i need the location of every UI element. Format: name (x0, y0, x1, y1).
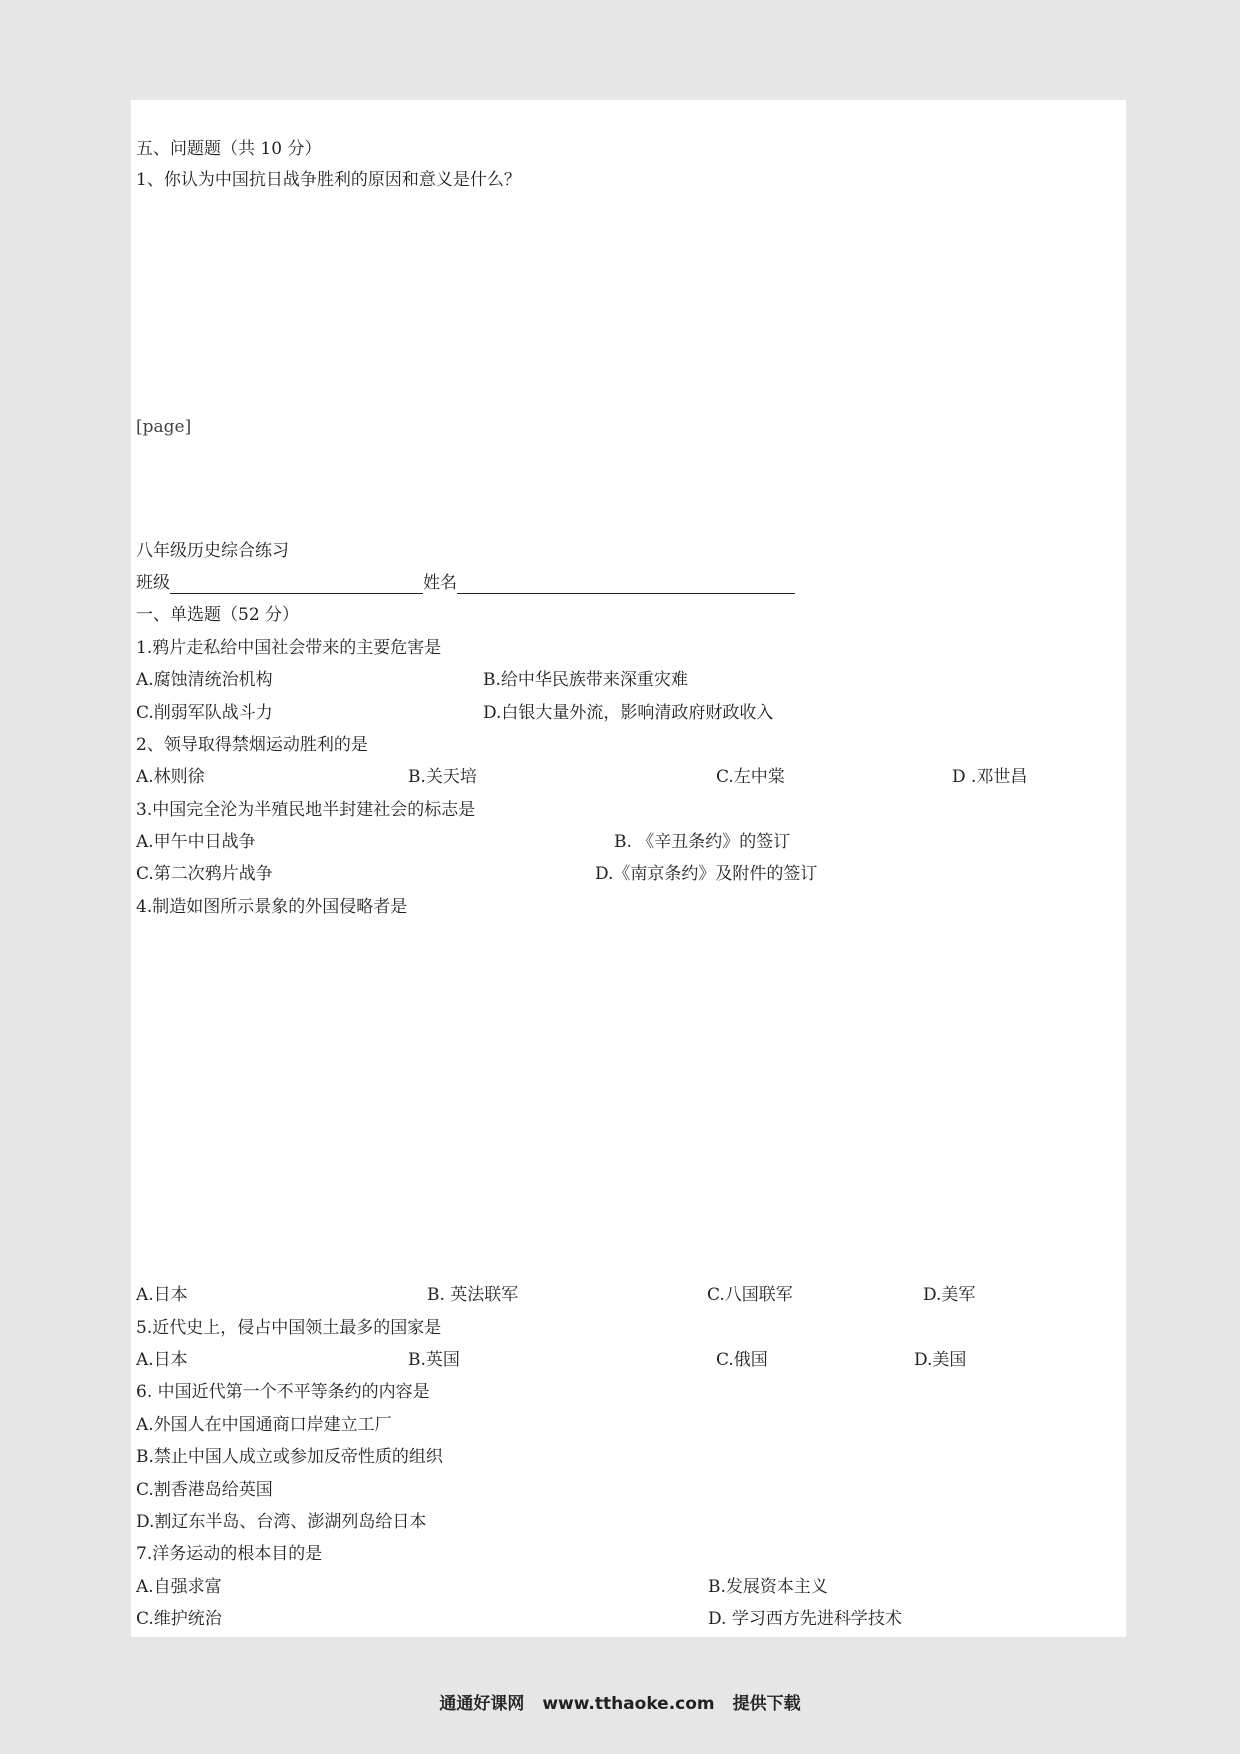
option: D. 学习西方先进科学技术 (708, 1609, 902, 1629)
option: D.白银大量外流，影响清政府财政收入 (483, 703, 774, 723)
question-text: 1、你认为中国抗日战争胜利的原因和意义是什么？ (136, 170, 521, 190)
option: A.日本 (136, 1350, 188, 1370)
footer-site-name: 通通好课网 (439, 1694, 525, 1714)
option: C.俄国 (716, 1350, 768, 1370)
option: C.八国联军 (707, 1285, 793, 1305)
document-title: 八年级历史综合练习 (136, 541, 289, 561)
class-label: 班级 (136, 573, 170, 593)
option: A.腐蚀清统治机构 (136, 670, 273, 690)
section-heading: 一、单选题（52 分） (136, 605, 300, 625)
footer-suffix: 提供下载 (732, 1694, 801, 1714)
document-page (131, 100, 1126, 1637)
option: A.林则徐 (136, 767, 205, 787)
section-heading: 五、问题题（共 10 分） (136, 139, 322, 159)
option: D.美国 (914, 1350, 967, 1370)
option: C.左中棠 (716, 767, 785, 787)
option: A.自强求富 (136, 1577, 222, 1597)
option: B.英国 (408, 1350, 460, 1370)
option: C.削弱军队战斗力 (136, 703, 273, 723)
name-blank (457, 575, 795, 594)
footer-url: www.tthaoke.com (542, 1694, 715, 1714)
question-stem: 1.鸦片走私给中国社会带来的主要危害是 (136, 638, 442, 658)
question-stem: 6. 中国近代第一个不平等条约的内容是 (136, 1382, 430, 1402)
student-info-row (136, 572, 795, 594)
option: B.给中华民族带来深重灾难 (483, 670, 688, 690)
option: A.甲午中日战争 (136, 832, 256, 852)
question-stem: 4.制造如图所示景象的外国侵略者是 (136, 897, 408, 917)
question-stem: 2、领导取得禁烟运动胜利的是 (136, 735, 368, 755)
option: C.第二次鸦片战争 (136, 864, 273, 884)
option: B. 英法联军 (427, 1285, 519, 1305)
name-label: 姓名 (423, 573, 457, 593)
option: D.《南京条约》及附件的签订 (595, 864, 818, 884)
option: A.日本 (136, 1285, 188, 1305)
option: B.发展资本主义 (708, 1577, 828, 1597)
question-stem: 3.中国完全沦为半殖民地半封建社会的标志是 (136, 800, 476, 820)
question-stem: 7.洋务运动的根本目的是 (136, 1544, 323, 1564)
class-blank (170, 575, 423, 594)
option: D.割辽东半岛、台湾、澎湖列岛给日本 (136, 1512, 427, 1532)
page-footer (0, 1689, 1240, 1714)
option: C.维护统治 (136, 1609, 222, 1629)
option: C.割香港岛给英国 (136, 1480, 273, 1500)
option: B. 《辛丑条约》的签订 (614, 832, 791, 852)
option: D .邓世昌 (952, 767, 1028, 787)
option: B.关天培 (408, 767, 477, 787)
page-marker: [page] (136, 417, 192, 437)
option: B.禁止中国人成立或参加反帝性质的组织 (136, 1447, 443, 1467)
question-stem: 5.近代史上，侵占中国领土最多的国家是 (136, 1318, 442, 1338)
option: D.美军 (923, 1285, 976, 1305)
option: A.外国人在中国通商口岸建立工厂 (136, 1415, 392, 1435)
